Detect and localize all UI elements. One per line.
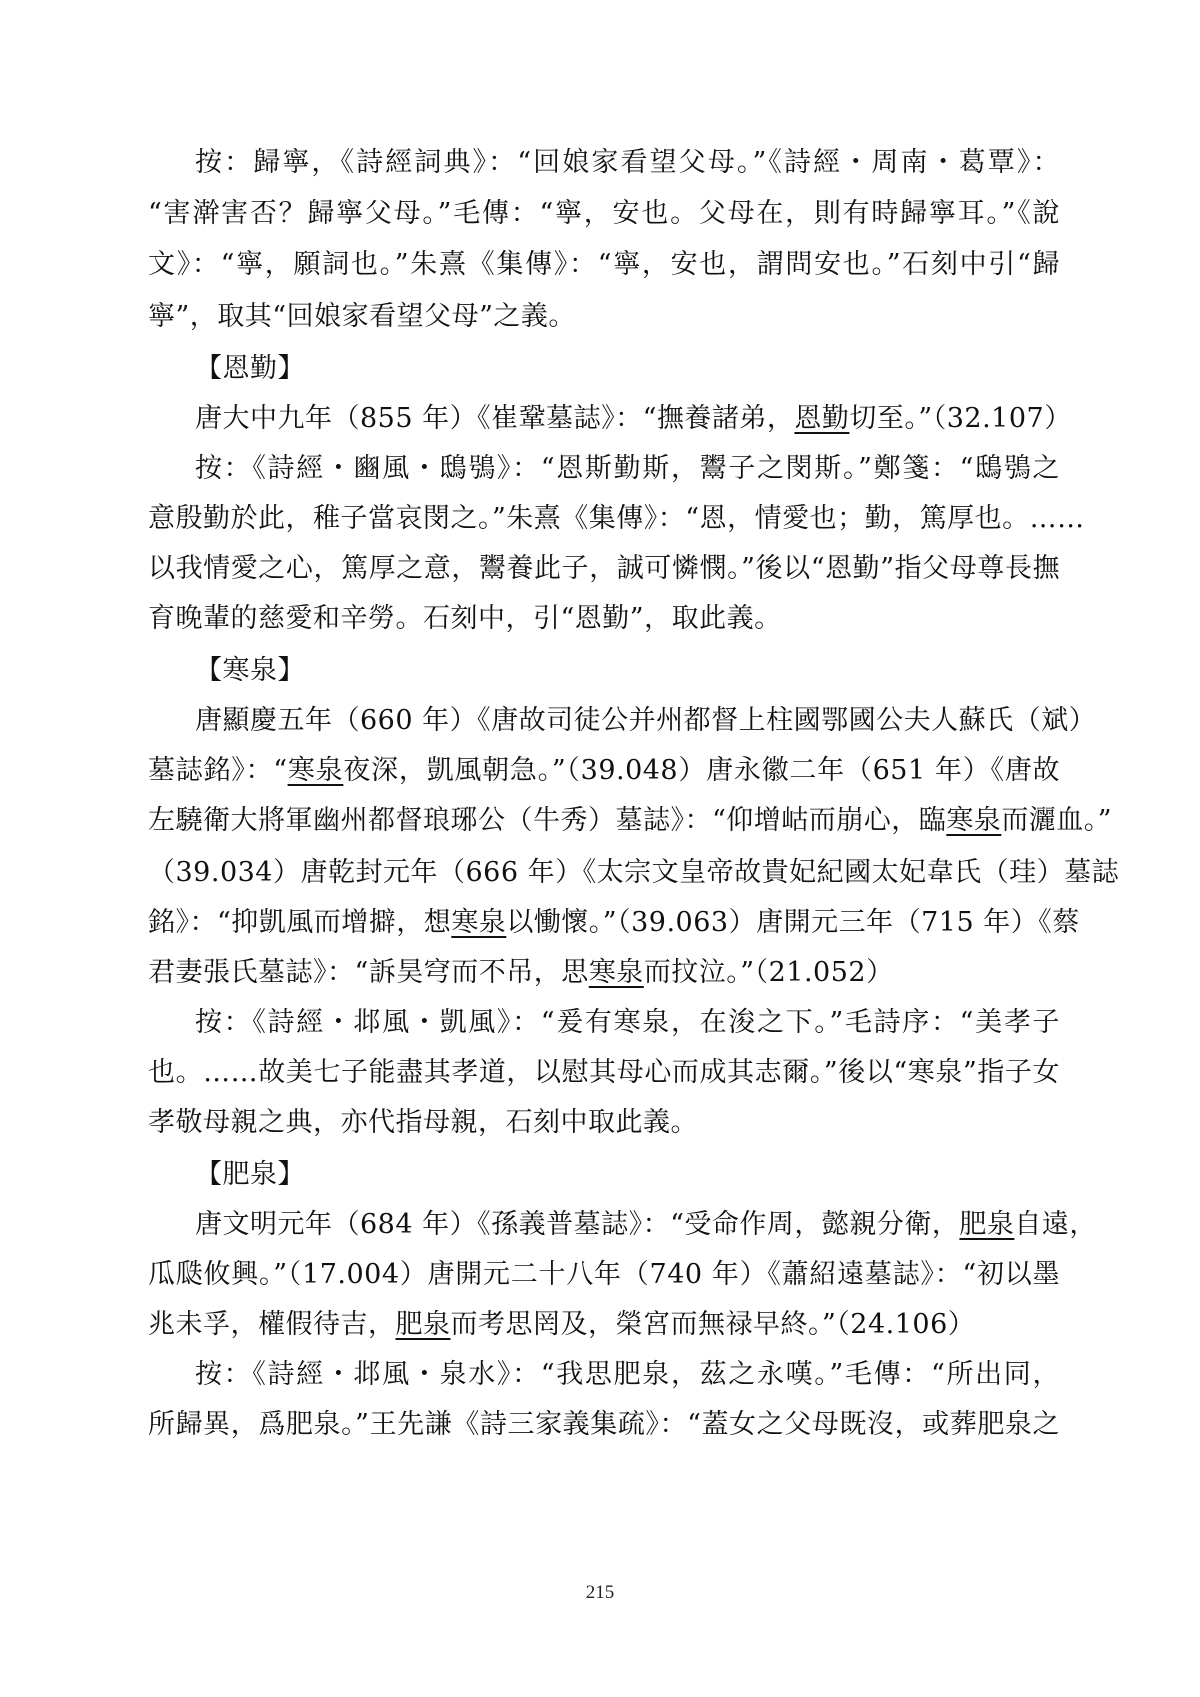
text-line <box>148 599 1060 639</box>
text-line <box>148 1255 1060 1295</box>
text-span: 按：歸寧，《詩經詞典》：“回娘家看望父母。”《詩經・周南・葛覃》： <box>195 147 1060 178</box>
text-line <box>148 297 1060 337</box>
text-span: 君妻張氏墓誌》：“訴昊穹而不吊，思 <box>148 957 589 988</box>
text-line <box>148 953 1060 993</box>
text-span: 銘》：“抑凱風而增擗，想 <box>148 907 452 938</box>
underlined-term: 寒泉 <box>451 907 507 938</box>
underlined-term: 肥泉 <box>959 1209 1015 1240</box>
underlined-term: 寒泉 <box>946 805 1002 836</box>
text-line <box>195 449 1060 489</box>
text-span: 唐文明元年（684 年）《孫義普墓誌》：“受命作周，懿親分衛， <box>195 1209 960 1240</box>
page-number: 215 <box>585 1582 615 1603</box>
text-span: 夜深，凱風朝急。”（39.048）唐永徽二年（651 年）《唐故 <box>343 755 1060 786</box>
text-line <box>195 399 1072 439</box>
text-span: 唐顯慶五年（660 年）《唐故司徒公并州都督上柱國鄂國公夫人蘇氏（斌） <box>195 705 1097 736</box>
underlined-term: 寒泉 <box>287 755 344 786</box>
text-span: 【寒泉】 <box>195 655 305 686</box>
text-span: 育晚輩的慈愛和辛勞。石刻中，引“恩勤”，取此義。 <box>148 603 782 634</box>
text-span: 孝敬母親之典，亦代指母親，石刻中取此義。 <box>148 1107 698 1138</box>
underlined-term: 恩勤 <box>794 403 850 434</box>
text-line <box>148 245 1060 285</box>
text-line <box>148 1053 1060 1093</box>
text-line <box>148 751 1060 791</box>
text-span: 【肥泉】 <box>195 1159 305 1190</box>
text-line <box>148 801 1113 841</box>
text-span: 按：《詩經・邶風・凱風》：“爰有寒泉，在浚之下。”毛詩序：“美孝子 <box>195 1007 1060 1038</box>
text-line <box>148 194 1060 234</box>
text-line <box>195 701 1097 741</box>
text-span: 以慟懷。”（39.063）唐開元三年（715 年）《蔡 <box>506 907 1080 938</box>
text-span: 而考思罔及，榮宮而無禄早終。”（24.106） <box>450 1309 976 1340</box>
text-line <box>148 1305 1060 1345</box>
text-line <box>148 549 1060 589</box>
text-span: 寧”，取其“回娘家看望父母”之義。 <box>148 301 576 332</box>
text-span: “害澣害否？歸寧父母。”毛傳：“寧，安也。父母在，則有時歸寧耳。”《說 <box>148 198 1060 229</box>
text-line <box>195 1355 1060 1395</box>
text-line <box>148 1103 1060 1143</box>
text-span: 也。……故美七子能盡其孝道，以慰其母心而成其志爾。”後以“寒泉”指子女 <box>148 1057 1060 1088</box>
text-line <box>148 853 1120 893</box>
text-span: 左驍衛大將軍幽州都督琅琊公（牛秀）墓誌》：“仰增岵而崩心，臨 <box>148 805 947 836</box>
section-heading <box>195 349 305 389</box>
text-line <box>195 143 1060 183</box>
text-span: 意殷勤於此，稚子當哀閔之。”朱熹《集傳》：“恩，情愛也；勤，篤厚也。…… <box>148 503 1085 534</box>
text-span: 瓜瓞攸興。”（17.004）唐開元二十八年（740 年）《蕭紹遠墓誌》：“初以墨 <box>148 1259 1060 1290</box>
text-span: 文》：“寧，願詞也。”朱熹《集傳》：“寧，安也，謂問安也。”石刻中引“歸 <box>148 249 1060 280</box>
text-span: 唐大中九年（855 年）《崔鞏墓誌》：“撫養諸弟， <box>195 403 795 434</box>
text-span: 以我情愛之心，篤厚之意，鬻養此子，誠可憐憫。”後以“恩勤”指父母尊長撫 <box>148 553 1060 584</box>
text-line <box>148 499 1085 539</box>
text-span: 按：《詩經・邶風・泉水》：“我思肥泉，茲之永嘆。”毛傳：“所出同， <box>195 1359 1060 1390</box>
text-span: 而灑血。” <box>1001 805 1113 836</box>
text-span: 所歸異，爲肥泉。”王先謙《詩三家義集疏》：“蓋女之父母既沒，或葬肥泉之 <box>148 1409 1060 1440</box>
section-heading <box>195 1155 305 1195</box>
text-span: 自遠， <box>1014 1209 1097 1240</box>
text-span: 切至。”（32.107） <box>849 403 1072 434</box>
text-span: 兆未孚，權假待吉， <box>148 1309 396 1340</box>
text-line <box>148 903 1080 943</box>
text-line <box>195 1205 1097 1245</box>
text-line <box>148 1405 1060 1445</box>
text-span: 按：《詩經・豳風・鴟鴞》：“恩斯勤斯，鬻子之閔斯。”鄭箋：“鴟鴞之 <box>195 453 1060 484</box>
text-span: 【恩勤】 <box>195 353 305 384</box>
underlined-term: 寒泉 <box>588 957 644 988</box>
underlined-term: 肥泉 <box>395 1309 451 1340</box>
text-line <box>195 1003 1060 1043</box>
text-span: 而抆泣。”（21.052） <box>643 957 894 988</box>
section-heading <box>195 651 305 691</box>
text-span: 墓誌銘》：“ <box>148 755 288 786</box>
text-span: （39.034）唐乾封元年（666 年）《太宗文皇帝故貴妃紀國太妃韋氏（珪）墓誌 <box>148 857 1120 888</box>
